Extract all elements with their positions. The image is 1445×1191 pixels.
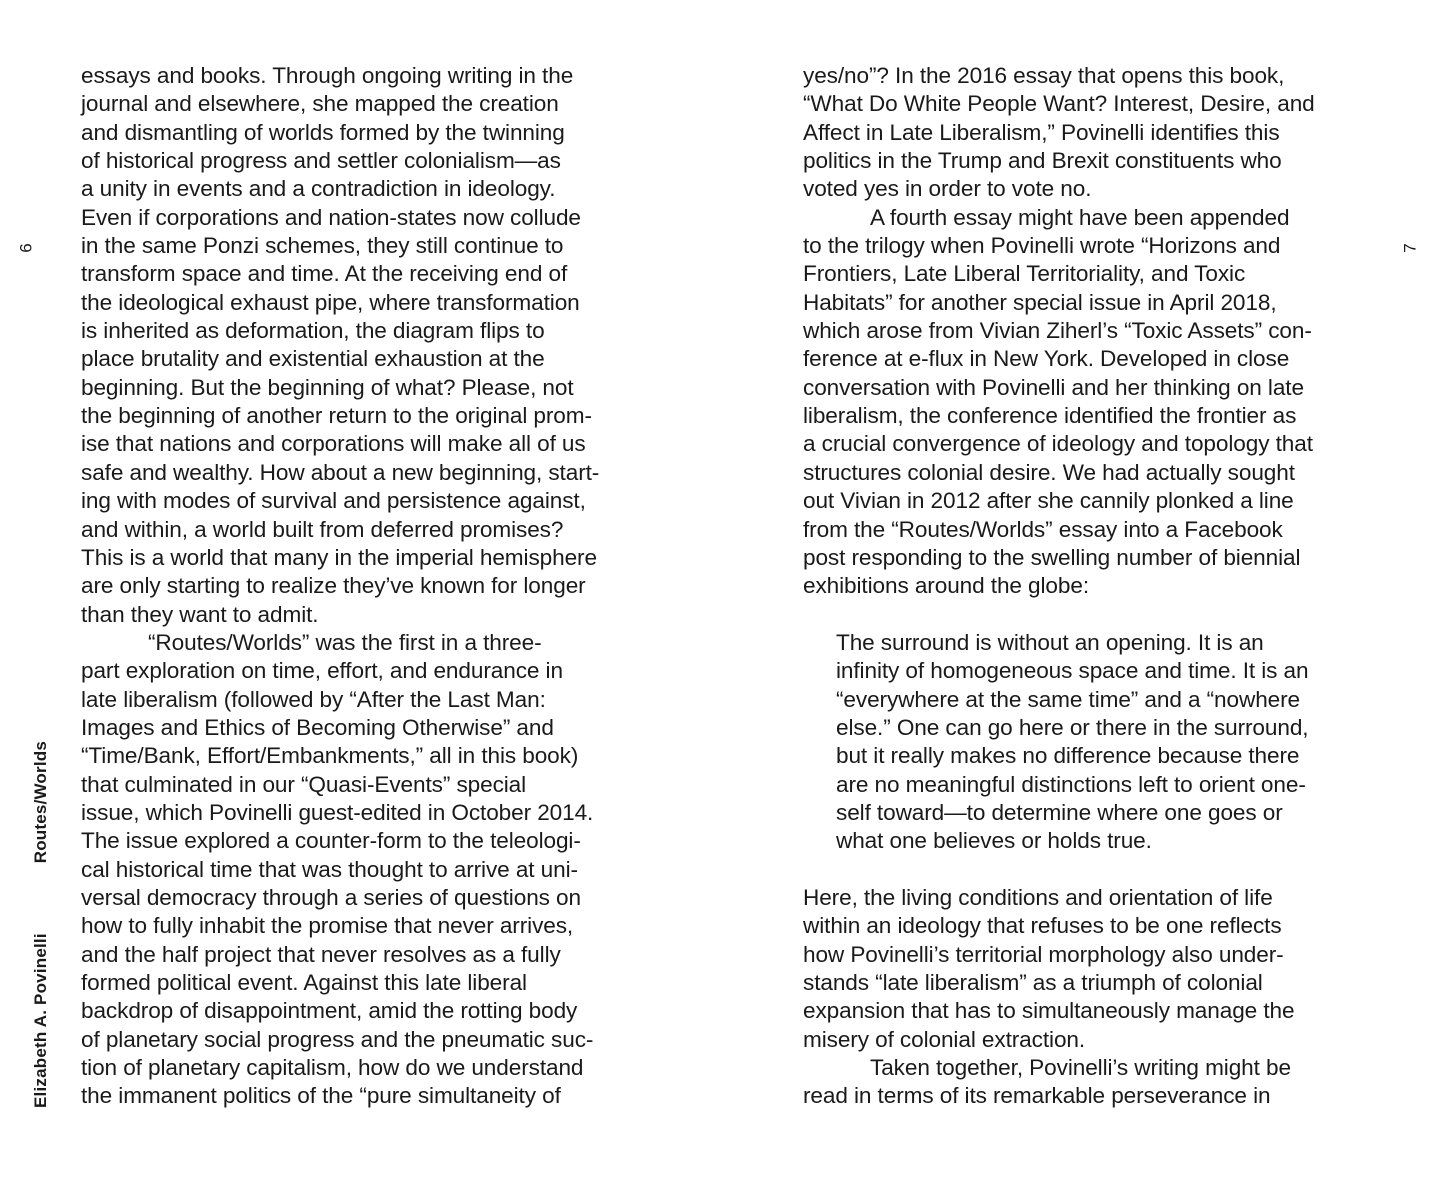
text-line: a crucial convergence of ideology and topology that	[803, 431, 1313, 457]
text-line: and dismantling of worlds formed by the twinning	[81, 119, 565, 145]
running-head-title: Routes/Worlds	[31, 741, 50, 864]
text-line: Here, the living conditions and orientation of life	[803, 884, 1273, 910]
quote-line: what one believes or holds true.	[836, 828, 1152, 854]
text-line: backdrop of disappointment, amid the rotting body	[81, 998, 578, 1024]
text-line: formed political event. Against this late liberal	[81, 970, 527, 995]
text-line: of planetary social progress and the pneumatic suc-	[81, 1026, 594, 1052]
spacer	[803, 601, 1383, 629]
text-line: how Povinelli’s territorial morphology also under-	[803, 941, 1284, 967]
text-line: of historical progress and settler colonialism—as	[81, 148, 561, 174]
text-line: A fourth essay might have been appended	[870, 204, 1290, 230]
running-head-author: Elizabeth A. Povinelli	[31, 933, 50, 1108]
spacer	[803, 856, 1383, 884]
text-line: Taken together, Povinelli’s writing might be	[870, 1055, 1291, 1081]
text-line: This is a world that many in the imperial hemisphere	[81, 544, 597, 570]
text-line: expansion that has to simultaneously manage the	[803, 998, 1295, 1024]
text-line: “What Do White People Want? Interest, Desire, and	[803, 91, 1315, 117]
text-line: Affect in Late Liberalism,” Povinelli identifies this	[803, 119, 1280, 145]
text-line: the beginning of another return to the original prom-	[81, 403, 592, 429]
text-line: yes/no”? In the 2016 essay that opens this book,	[803, 63, 1285, 88]
page-number-left: 6	[16, 243, 36, 253]
text-line: politics in the Trump and Brexit constituents who	[803, 148, 1282, 174]
quote-line: “everywhere at the same time” and a “nowhere	[836, 686, 1301, 712]
text-line: transform space and time. At the receiving end of	[81, 261, 568, 287]
text-line: exhibitions around the globe:	[803, 573, 1090, 599]
text-line: which arose from Vivian Ziherl’s “Toxic Assets” con-	[803, 318, 1312, 344]
text-line: safe and wealthy. How about a new beginning, start-	[81, 459, 600, 485]
right-page-text	[803, 62, 1383, 1111]
text-line: than they want to admit.	[81, 601, 319, 627]
text-line: in the same Ponzi schemes, they still continue to	[81, 233, 564, 259]
quote-line: infinity of homogeneous space and time. It is an	[836, 658, 1309, 684]
text-line: tion of planetary capitalism, how do we understand	[81, 1055, 584, 1081]
text-line: Frontiers, Late Liberal Territoriality, and Toxic	[803, 261, 1246, 287]
text-line: stands “late liberalism” as a triumph of colonial	[803, 970, 1263, 995]
text-line: Habitats” for another special issue in April 2018,	[803, 289, 1277, 315]
page-number-right: 7	[1400, 243, 1420, 253]
text-line: the ideological exhaust pipe, where transformation	[81, 289, 580, 315]
text-line: essays and books. Through ongoing writing in the	[81, 63, 574, 88]
text-line: beginning. But the beginning of what? Please, not	[81, 374, 574, 400]
quote-line: else.” One can go here or there in the surround,	[836, 714, 1309, 740]
block-quote	[803, 629, 1383, 856]
text-line: “Routes/Worlds” was the first in a three-	[148, 629, 542, 655]
text-line: from the “Routes/Worlds” essay into a Facebook	[803, 516, 1283, 542]
text-line: out Vivian in 2012 after she cannily plonked a line	[803, 488, 1294, 514]
text-line: to the trilogy when Povinelli wrote “Horizons and	[803, 233, 1281, 259]
quote-line: self toward—to determine where one goes or	[836, 799, 1283, 825]
text-line: late liberalism (followed by “After the Last Man:	[81, 686, 546, 712]
text-line: misery of colonial extraction.	[803, 1026, 1086, 1052]
text-line: are only starting to realize they’ve known for longer	[81, 573, 586, 599]
text-line: cal historical time that was thought to arrive at uni-	[81, 856, 578, 882]
text-line: “Time/Bank, Effort/Embankments,” all in this book)	[81, 743, 579, 769]
text-line: conversation with Povinelli and her thinking on late	[803, 374, 1304, 400]
text-line: The issue explored a counter-form to the teleologi-	[81, 828, 581, 854]
text-line: ise that nations and corporations will make all of us	[81, 431, 586, 457]
text-line: post responding to the swelling number of biennial	[803, 544, 1301, 570]
text-line: journal and elsewhere, she mapped the creation	[81, 91, 559, 117]
text-line: and the half project that never resolves as a fully	[81, 941, 561, 967]
text-line: how to fully inhabit the promise that never arrives,	[81, 913, 574, 939]
text-line: issue, which Povinelli guest-edited in October 2014.	[81, 799, 594, 825]
text-line: and within, a world built from deferred promises?	[81, 516, 564, 542]
text-line: ing with modes of survival and persistence against,	[81, 488, 586, 514]
text-line: structures colonial desire. We had actually sought	[803, 459, 1295, 485]
text-line: versal democracy through a series of questions on	[81, 884, 581, 910]
text-line: that culminated in our “Quasi-Events” special	[81, 771, 527, 797]
text-line: ference at e-flux in New York. Developed in close	[803, 346, 1290, 372]
quote-line: but it really makes no difference because there	[836, 743, 1300, 769]
text-line: the immanent politics of the “pure simultaneity of	[81, 1083, 561, 1109]
text-line: is inherited as deformation, the diagram flips to	[81, 318, 545, 344]
text-line: place brutality and existential exhaustion at the	[81, 346, 545, 372]
text-line: voted yes in order to vote no.	[803, 176, 1092, 202]
text-line: Images and Ethics of Becoming Otherwise” and	[81, 714, 554, 740]
text-line: read in terms of its remarkable perseverance in	[803, 1083, 1271, 1109]
text-line: liberalism, the conference identified the frontier as	[803, 403, 1297, 429]
quote-line: are no meaningful distinctions left to orient one-	[836, 771, 1306, 797]
text-line: Even if corporations and nation-states now collude	[81, 204, 581, 230]
left-page-text	[81, 62, 661, 1111]
running-head	[31, 741, 51, 1108]
text-line: a unity in events and a contradiction in ideology.	[81, 176, 556, 202]
text-line: within an ideology that refuses to be one reflects	[803, 913, 1282, 939]
text-line: part exploration on time, effort, and endurance in	[81, 658, 563, 684]
quote-line: The surround is without an opening. It is an	[836, 629, 1264, 655]
